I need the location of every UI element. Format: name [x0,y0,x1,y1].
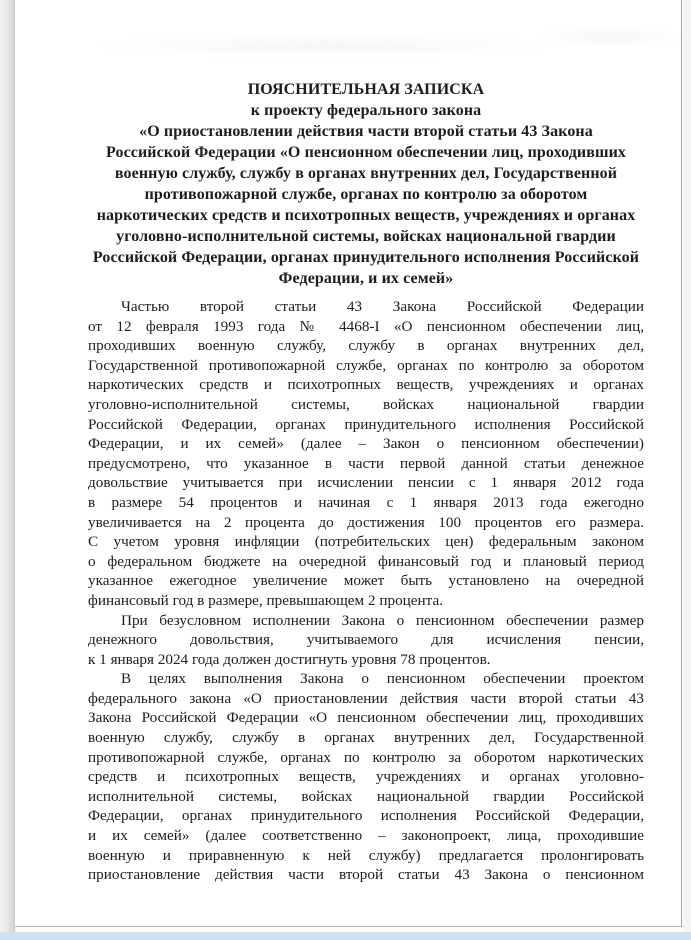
text-line: в размере 54 процентов и начиная с 1 января 2013 года ежегодно [88,493,644,511]
text-line: уголовно-исполнительной системы, войсках национальной гвардии [88,395,644,413]
text-line: Государственной противопожарной службе, органах по контролю за оборотом [88,356,644,374]
title-line: к проекту федерального закона [250,102,482,119]
text-line: указанное ежегодное увеличение может быть установлено на очередной [88,572,644,590]
text-line: противопожарной службе, органах по контролю за оборотом наркотических [88,748,644,766]
text-line: приостановление действия части второй статьи 43 Закона о пенсионном [88,866,644,884]
text-line: финансовый год в размере, превышающем 2 процента. [88,591,444,609]
text-line: проходивших военную службу, службу в органах внутренних дел, [88,337,644,355]
scan-right-edge-band [683,0,691,932]
title-line: военную службу, службу в органах внутренних дел, Государственной [114,165,618,182]
text-line: предусмотрено, что указанное в части первой данной статьи денежное [88,454,644,472]
scan-left-edge-band [0,0,15,932]
text-line: Федерации, органах принудительного исполнения Российской Федерации, [88,807,644,825]
text-line: военную и приравненную к ней службу) предлагается пролонгировать [88,846,644,864]
title-block [88,79,644,289]
text-line: и их семей» (далее соответственно – законопроект, лица, проходившие [88,827,644,845]
text-line: Частью второй статьи 43 Закона Российской Федерации [121,298,644,315]
bottom-blue-strip [0,932,691,940]
title-line: Федерации, и их семей» [278,270,454,287]
document-body [88,297,644,885]
text-line: Закона Российской Федерации «О пенсионном обеспечении лиц, проходивших [88,709,644,727]
text-line: наркотических средств и психотропных веществ, учреждениях и органах [88,376,644,394]
text-line: федерального закона «О приостановлении действия части второй статьи 43 [88,689,644,707]
text-line: С учетом уровня инфляции (потребительских цен) федеральным законом [88,533,644,551]
title-line: «О приостановлении действия части второй статьи 43 Закона [139,123,593,140]
title-line: противопожарной службе, органах по контролю за оборотом [144,186,588,203]
title-line: Российской Федерации «О пенсионном обеспечении лиц, проходивших [106,144,626,161]
paragraph [88,297,644,611]
text-line: денежного довольствия, учитываемого для исчисления пенсии, [88,631,644,649]
paragraph [88,611,644,670]
title-line: ПОЯСНИТЕЛЬНАЯ ЗАПИСКА [247,81,485,98]
text-line: военную службу, службу в органах внутренних дел, Государственной [88,729,644,747]
text-line: от 12 февраля 1993 года № 4468-I «О пенсионном обеспечении лиц, [88,317,644,335]
text-line: исполнительной системы, войсках национальной гвардии Российской [88,787,644,805]
text-line: средств и психотропных веществ, учреждениях и органах уголовно- [88,768,644,786]
title-line: Российской Федерации, органах принудительного исполнения Российской [92,249,640,266]
ink-bleed-smudge [535,30,685,44]
text-line: к 1 января 2024 года должен достигнуть уровня 78 процентов. [88,650,491,668]
ink-bleed-smudge [85,38,565,54]
text-line: При безусловном исполнении Закона о пенсионном обеспечении размер [121,611,644,629]
title-line: наркотических средств и психотропных веществ, учреждениях и органах [96,207,636,224]
text-line: о федеральном бюджете на очередной финансовый год и плановый период [88,552,644,570]
text-line: Российской Федерации, органах принудительного исполнения Российской [88,415,644,433]
paragraph [88,669,644,885]
text-line: Федерации, и их семей» (далее – Закон о пенсионном обеспечении) [88,435,644,453]
title-line: уголовно-исполнительной системы, войсках национальной гвардии [116,228,616,245]
document-content [88,79,644,885]
text-line: увеличивается на 2 процента до достижения 100 процентов его размера. [88,513,644,531]
text-line: довольствие учитывается при исчислении пенсии с 1 января 2012 года [88,474,644,492]
document-page [15,0,682,927]
text-line: В целях выполнения Закона о пенсионном обеспечении проектом [121,670,644,688]
